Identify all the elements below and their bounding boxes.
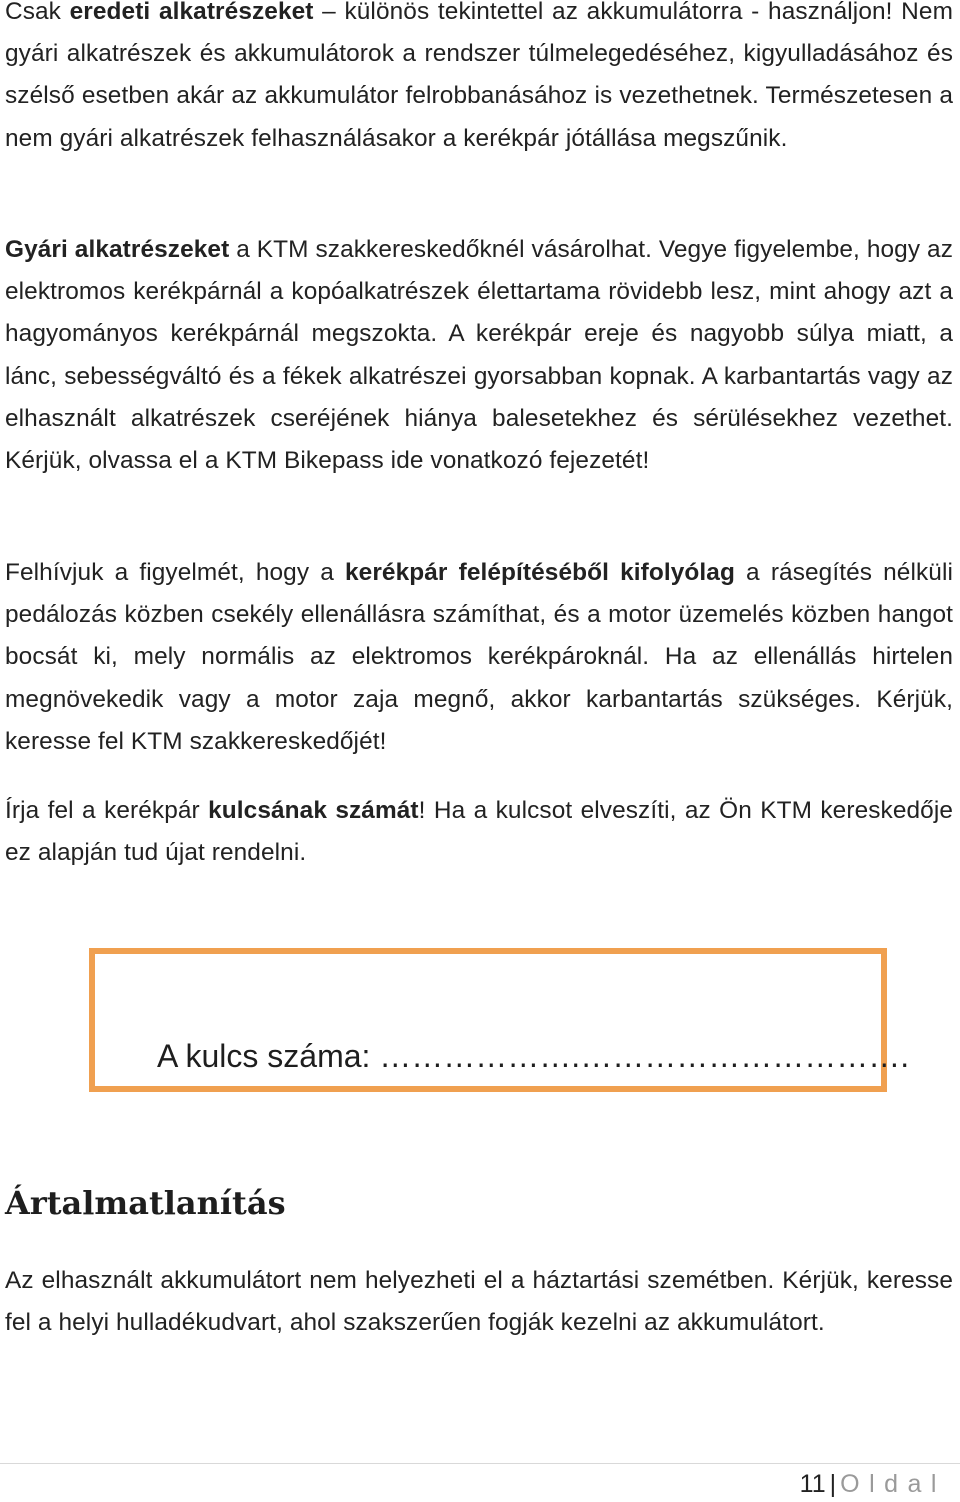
- paragraph-key-number: Írja fel a kerékpár kulcsának számát! Ha a kulcsot elveszíti, az Ön KTM kereskedője ez alapján tud újat rendelni.: [5, 797, 953, 867]
- key-number-box: [89, 948, 910, 1092]
- paragraph-disposal: Az elhasznált akkumulátort nem helyezheti el a háztartási szemétben. Kérjük, keresse fel a helyi hulladékudvart, ahol szakszerűen fogják kezelni az akkumulátort.: [5, 1267, 953, 1337]
- paragraph-factory-parts: Gyári alkatrészeket a KTM szakkereskedőknél vásárolhat. Vegye figyelembe, hogy az elektromos kerékpárnál a kopóalkatrészek élettartama rövidebb lesz, mint ahogy azt a hagyományos kerékpárnál megszokta. A kerékpár ereje és nagyobb súlya miatt, a lánc, sebességváltó és a fékek alkatrészei gyorsabban kopnak. A karbantartás vagy az elhasznált alkatrészek cseréjének hiánya balesetekhez és sérülésekhez vezethet. Kérjük, olvassa el a KTM Bikepass ide vonatkozó fejezetét!: [5, 236, 953, 475]
- page-footer: [800, 1466, 946, 1502]
- bold-original-parts: eredeti alkatrészeket: [69, 0, 314, 25]
- footer-separator: |: [829, 1470, 837, 1498]
- page-word: Oldal: [840, 1470, 946, 1498]
- page-number: 11: [799, 1470, 826, 1498]
- paragraph-resistance-notice: Felhívjuk a figyelmét, hogy a kerékpár felépítéséből kifolyólag a rásegítés nélküli pedálozás közben csekély ellenállásra számíthat, és a motor üzemelés közben hangot bocsát ki, mely normális az elektromos kerékpároknál. Ha az ellenállás hirtelen megnövekedik vagy a motor zaja megnő, akkor karbantartás szükséges. Kérjük, keresse fel KTM szakkereskedőjét!: [5, 559, 953, 755]
- bold-bike-construction: kerékpár felépítéséből kifolyólag: [345, 559, 735, 586]
- section-heading-disposal: Ártalmatlanítás: [5, 1184, 286, 1222]
- footer-divider: [0, 1463, 960, 1464]
- bold-factory-parts: Gyári alkatrészeket: [5, 236, 230, 263]
- bold-key-number: kulcsának számát: [208, 797, 419, 824]
- key-number-field: A kulcs száma: ……………….………………………….: [157, 1038, 910, 1074]
- paragraph-original-parts: Csak eredeti alkatrészeket – különös tekintettel az akkumulátorra - használjon! Nem gyári alkatrészek és akkumulátorok a rendszer túlmelegedéséhez, kigyulladásához és szélső esetben akár az akkumulátor felrobbanásához is vezethetnek. Természetesen a nem gyári alkatrészek felhasználásakor a kerékpár jótállása megszűnik.: [5, 0, 953, 152]
